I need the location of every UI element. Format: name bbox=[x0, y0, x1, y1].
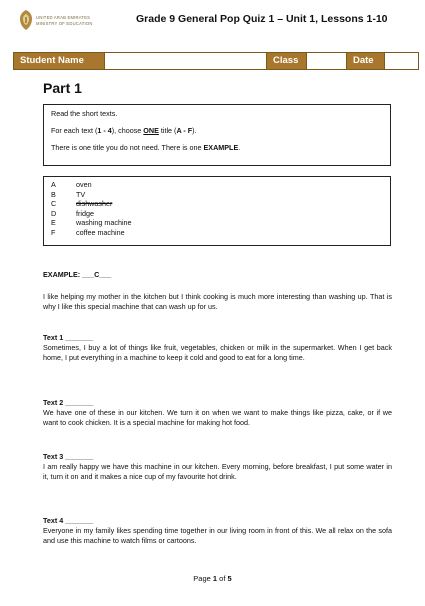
title-option-a: A oven bbox=[51, 180, 92, 189]
page-footer: Page 1 of 5 bbox=[193, 574, 232, 583]
page-header bbox=[0, 0, 425, 44]
ministry-logo bbox=[18, 9, 118, 37]
date-field[interactable] bbox=[384, 53, 418, 69]
title-option-f: F coffee machine bbox=[51, 227, 125, 237]
instruction-line-3: There is one title you do not need. There is one EXAMPLE. bbox=[51, 143, 241, 152]
example-label: EXAMPLE: ___C___ bbox=[43, 270, 112, 279]
text-1-label: Text 1 _______ bbox=[43, 333, 94, 342]
text-2 bbox=[43, 398, 392, 428]
logo-line-1: UNITED ARAB EMIRATES bbox=[36, 15, 91, 20]
part-title: Part 1 bbox=[43, 80, 82, 96]
text-3-label: Text 3 _______ bbox=[43, 452, 94, 461]
page-total: 5 bbox=[227, 574, 232, 583]
student-name-label: Student Name bbox=[14, 53, 104, 69]
text-1 bbox=[43, 333, 392, 363]
text-2-label: Text 2 _______ bbox=[43, 398, 94, 407]
text-4 bbox=[43, 516, 392, 546]
student-info-bar bbox=[13, 52, 419, 70]
date-label: Date bbox=[346, 53, 384, 69]
title-option-e: E washing machine bbox=[51, 218, 132, 228]
emblem-icon bbox=[18, 9, 34, 31]
text-1-body: Sometimes, I buy a lot of things like fruit, vegetables, chicken or milk in the supermarket. When I get back home, I put everything in a machine to keep it cold and good to eat for a long time. bbox=[43, 343, 392, 362]
title-option-b: B TV bbox=[51, 189, 86, 199]
class-label: Class bbox=[266, 53, 306, 69]
text-3-body: I am really happy we have this machine in our kitchen. Every morning, before breakfast, I put some water in it, turn it on and it makes a nice cup of my favourite hot drink. bbox=[43, 462, 392, 481]
instructions-box bbox=[43, 104, 391, 166]
text-2-body: We have one of these in our kitchen. We turn it on when we want to make things like pizza, cake, or if we want to cook chicken. It is a special machine for making hot food. bbox=[43, 408, 392, 427]
instruction-line-2: For each text (1 - 4), choose ONE title (A - F). bbox=[51, 126, 197, 135]
instruction-line-1: Read the short texts. bbox=[51, 109, 118, 118]
student-name-field[interactable] bbox=[104, 53, 266, 69]
document-title: Grade 9 General Pop Quiz 1 – Unit 1, Lessons 1-10 bbox=[136, 13, 388, 25]
text-4-label: Text 4 _______ bbox=[43, 516, 94, 525]
text-3 bbox=[43, 452, 392, 482]
text-4-body: Everyone in my family likes spending time together in our living room in front of this. We all relax on the sofa and use this machine to watch films or cartoons. bbox=[43, 526, 392, 545]
title-option-d: D fridge bbox=[51, 208, 94, 218]
class-field[interactable] bbox=[306, 53, 346, 69]
example-text: I like helping my mother in the kitchen but I think cooking is much more interesting than washing up. That is why I like this special machine that can wash up for us. bbox=[43, 292, 392, 311]
title-option-c: C dishwasher bbox=[51, 199, 113, 209]
page-number: 1 bbox=[212, 574, 218, 583]
titles-box bbox=[43, 176, 391, 246]
logo-line-2: MINISTRY OF EDUCATION bbox=[36, 21, 93, 26]
